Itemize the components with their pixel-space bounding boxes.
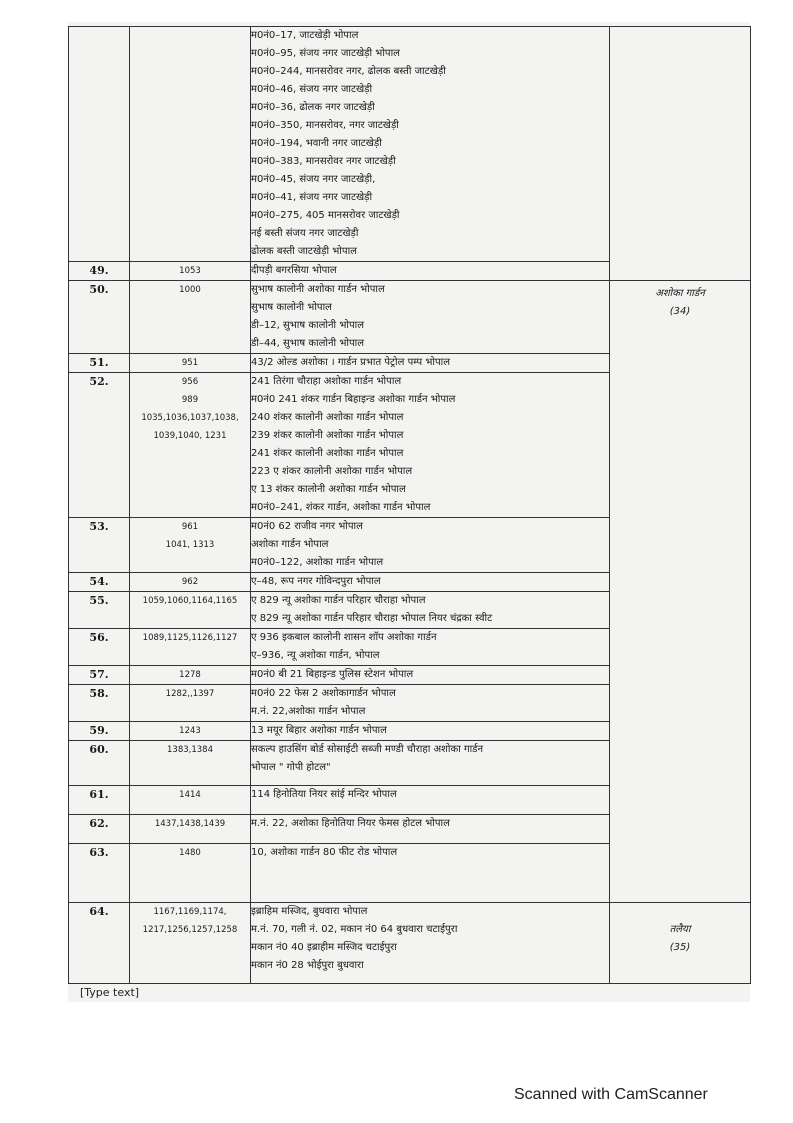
plot-cell	[130, 573, 251, 592]
table-body	[69, 27, 751, 984]
ward-address-table	[68, 26, 751, 984]
address-line: म0नं0–350, मानसरोवर, नगर जाटखेड़ी	[251, 120, 399, 131]
plot-number: 1480	[179, 848, 201, 858]
address-line: म0नं0–275, 405 मानसरोवर जाटखेड़ी	[251, 210, 400, 221]
plot-number: 1414	[179, 790, 201, 800]
plot-cell	[130, 354, 251, 373]
plot-number: 1035,1036,1037,1038,	[141, 413, 239, 423]
address-cell	[251, 592, 610, 629]
plot-number: 1437,1438,1439	[154, 819, 226, 829]
address-cell	[251, 666, 610, 685]
address-line: सकल्प हाउसिंग बोर्ड सोसाईटी सब्जी मण्डी चौराहा अशोका गार्डन	[251, 744, 484, 755]
area-number: (34)	[669, 306, 691, 317]
serial-cell: 49.	[69, 262, 130, 281]
camscanner-watermark: Scanned with CamScanner	[514, 1086, 708, 1103]
address-line: नई बस्ती संजय नगर जाटखेड़ी	[251, 228, 359, 239]
address-line: म0नं0–194, भवानी नगर जाटखेड़ी	[251, 138, 382, 149]
plot-number: 1278	[179, 670, 201, 680]
serial-cell: 64.	[69, 903, 130, 984]
plot-cell	[130, 592, 251, 629]
address-line: ए 829 न्यू अशोका गार्डन परिहार चौराहा भोपाल नियर चंद्रका स्वीट	[251, 613, 493, 624]
address-line: ए–48, रूप नगर गोविन्दपुरा भोपाल	[251, 576, 381, 587]
serial-cell: 52.	[69, 373, 130, 518]
address-line: म0नं0–17, जाटखेड़ी भोपाल	[251, 30, 359, 41]
area-cell-talaiya	[610, 903, 751, 984]
serial-cell: 51.	[69, 354, 130, 373]
address-cell	[251, 741, 610, 786]
address-cell	[251, 844, 610, 903]
address-line: 114 हिनोतिया नियर सांई मन्दिर भोपाल	[251, 789, 397, 800]
address-line: सुभाष कालोनी अशोका गार्डन भोपाल	[251, 284, 385, 295]
plot-cell	[130, 722, 251, 741]
address-cell	[251, 722, 610, 741]
serial-cell: 62.	[69, 815, 130, 844]
address-line: म0नं0–383, मानसरोवर नगर जाटखेड़ी	[251, 156, 396, 167]
address-cell	[251, 281, 610, 354]
serial-cell: 54.	[69, 573, 130, 592]
plot-cell	[130, 741, 251, 786]
address-line: ए 936 इकबाल कालोनी शासन शॉप अशोका गार्डन	[251, 632, 437, 643]
address-cell	[251, 373, 610, 518]
address-cell	[251, 903, 610, 984]
address-cell	[251, 354, 610, 373]
address-cell	[251, 518, 610, 573]
plot-number: 951	[181, 358, 199, 368]
plot-number: 1243	[179, 726, 201, 736]
address-line: 239 शंकर कालोनी अशोका गार्डन भोपाल	[251, 430, 404, 441]
plot-cell	[130, 903, 251, 984]
address-line: ए 13 शंकर कालोनी अशोका गार्डन भोपाल	[251, 484, 406, 495]
address-cell	[251, 27, 610, 262]
address-line: ए–936, न्यू अशोका गार्डन, भोपाल	[251, 650, 380, 661]
address-line: ढोलक बस्ती जाटखेड़ी भोपाल	[251, 246, 357, 257]
address-line: म0नं0–46, संजय नगर जाटखेड़ी	[251, 84, 373, 95]
area-name: अशोका गार्डन	[655, 288, 705, 299]
address-line: म.नं. 22,अशोका गार्डन भोपाल	[251, 706, 366, 717]
serial-cell: 60.	[69, 741, 130, 786]
address-line: दीपड़ी बगरसिया भोपाल	[251, 265, 337, 276]
plot-cell	[130, 666, 251, 685]
address-line: अशोका गार्डन भोपाल	[251, 539, 329, 550]
plot-number: 989	[181, 395, 199, 405]
serial-cell: 59.	[69, 722, 130, 741]
plot-number: 961	[181, 522, 199, 532]
address-line: 13 मयूर बिहार अशोका गार्डन भोपाल	[251, 725, 387, 736]
address-cell	[251, 786, 610, 815]
serial-cell: 50.	[69, 281, 130, 354]
plot-cell	[130, 815, 251, 844]
plot-number: 1282,,1397	[165, 689, 215, 699]
address-cell	[251, 573, 610, 592]
serial-cell: 55.	[69, 592, 130, 629]
address-line: डी–44, सुभाष कालोनी भोपाल	[251, 338, 364, 349]
plot-cell	[130, 27, 251, 262]
address-line: 223 ए शंकर कालोनी अशोका गार्डन भोपाल	[251, 466, 413, 477]
address-line: मकान नं0 28 भोईपुरा बुधवारा	[251, 960, 364, 971]
address-line: म0नं0–122, अशोका गार्डन भोपाल	[251, 557, 384, 568]
serial-cell: 58.	[69, 685, 130, 722]
address-line: म0नं0–45, संजय नगर जाटखेड़ी,	[251, 174, 376, 185]
address-cell	[251, 262, 610, 281]
address-line: म0नं0 22 फेस 2 अशोकागार्डन भोपाल	[251, 688, 396, 699]
address-cell	[251, 815, 610, 844]
plot-number: 1059,1060,1164,1165	[142, 596, 238, 606]
plot-cell	[130, 685, 251, 722]
address-line: म.नं. 70, गली नं. 02, मकान नं0 64 बुधवारा चटाईपुरा	[251, 924, 458, 935]
address-line: म0नं0–244, मानसरोवर नगर, ढोलक बस्ती जाटखेड़ी	[251, 66, 446, 77]
plot-number: 1217,1256,1257,1258	[142, 925, 238, 935]
serial-cell: 63.	[69, 844, 130, 903]
serial-cell	[69, 27, 130, 262]
area-name: तलैया	[669, 924, 691, 935]
plot-number: 1167,1169,1174,	[153, 907, 227, 917]
plot-number: 1383,1384	[167, 745, 213, 755]
address-line: म.नं. 22, अशोका हिनोतिया नियर फेमस होटल भोपाल	[251, 818, 450, 829]
address-line: डी–12, सुभाष कालोनी भोपाल	[251, 320, 364, 331]
plot-cell	[130, 844, 251, 903]
address-line: म0नं0–36, ढोलक नगर जाटखेड़ी	[251, 102, 375, 113]
plot-cell	[130, 281, 251, 354]
plot-number: 1039,1040, 1231	[153, 431, 227, 441]
address-line: ए 829 न्यू अशोका गार्डन परिहार चौराहा भोपाल	[251, 595, 426, 606]
address-line: 43/2 ओल्ड अशोका । गार्डन प्रभात पेट्रोल पम्प भोपाल	[251, 357, 450, 368]
plot-number: 1000	[179, 285, 201, 295]
address-line: म0नं0–41, संजय नगर जाटखेड़ी	[251, 192, 373, 203]
plot-cell	[130, 262, 251, 281]
footer-type-text: [Type text]	[80, 986, 140, 999]
address-line: इब्राहिम मस्जिद, बुधवारा भोपाल	[251, 906, 368, 917]
table-row	[69, 903, 751, 984]
plot-number: 1089,1125,1126,1127	[142, 633, 238, 643]
plot-number: 956	[181, 377, 199, 387]
serial-cell: 56.	[69, 629, 130, 666]
address-line: भोपाल " गोपी होटल"	[251, 762, 331, 773]
plot-number: 1053	[179, 266, 201, 276]
address-line: म0नं0 62 राजीव नगर भोपाल	[251, 521, 363, 532]
address-line: 10, अशोका गार्डन 80 फीट रोड भोपाल	[251, 847, 398, 858]
address-line: 241 तिरंगा चौराहा अशोका गार्डन भोपाल	[251, 376, 402, 387]
address-line: 240 शंकर कालोनी अशोका गार्डन भोपाल	[251, 412, 404, 423]
serial-cell: 53.	[69, 518, 130, 573]
address-line: म0नं0–241, शंकर गार्डन, अशोका गार्डन भोपाल	[251, 502, 431, 513]
serial-cell: 57.	[69, 666, 130, 685]
area-cell-ashoka	[610, 281, 751, 903]
address-cell	[251, 629, 610, 666]
address-line: म0नं0–95, संजय नगर जाटखेड़ी भोपाल	[251, 48, 400, 59]
plot-number: 962	[181, 577, 199, 587]
serial-cell: 61.	[69, 786, 130, 815]
address-line: म0नं0 बी 21 बिहाइन्ड पुलिस स्टेशन भोपाल	[251, 669, 414, 680]
address-line: सुभाष कालोनी भोपाल	[251, 302, 332, 313]
address-line: 241 शंकर कालोनी अशोका गार्डन भोपाल	[251, 448, 404, 459]
area-cell	[610, 27, 751, 281]
plot-cell	[130, 518, 251, 573]
plot-cell	[130, 629, 251, 666]
address-line: मकान नं0 40 इब्राहीम मस्जिद चटाईपुरा	[251, 942, 397, 953]
address-line: म0नं0 241 शंकर गार्डन बिहाइन्ड अशोका गार्डन भोपाल	[251, 394, 456, 405]
table-row	[69, 27, 751, 262]
plot-cell	[130, 786, 251, 815]
table-row	[69, 281, 751, 354]
plot-number: 1041, 1313	[165, 540, 215, 550]
plot-cell	[130, 373, 251, 518]
address-cell	[251, 685, 610, 722]
area-number: (35)	[669, 942, 691, 953]
